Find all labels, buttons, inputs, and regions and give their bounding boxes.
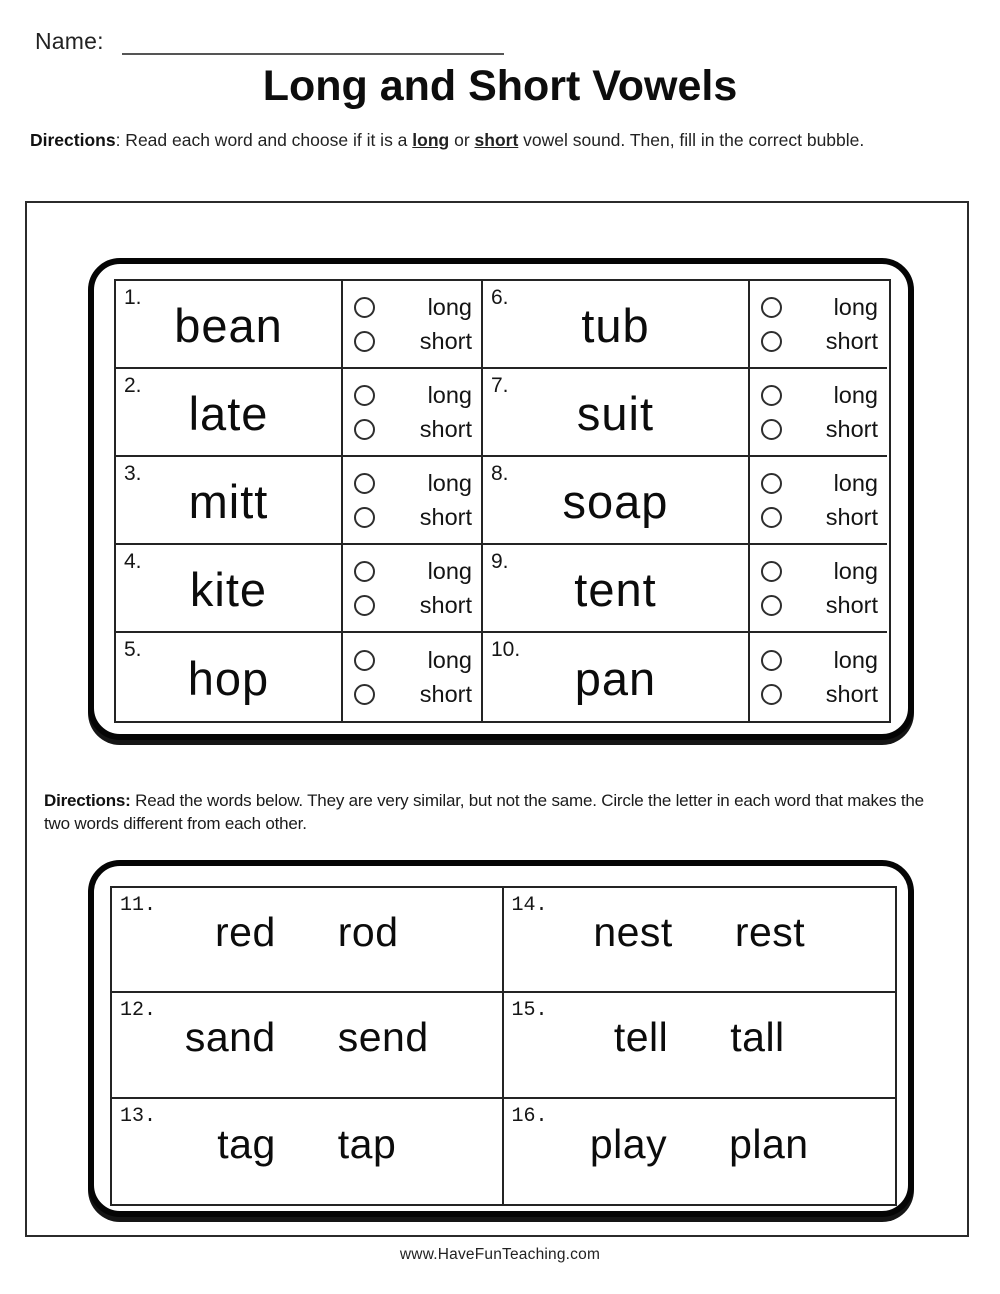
item-number-11: 11. (120, 894, 157, 917)
pair-word: play (589, 1120, 668, 1167)
name-row (35, 28, 504, 55)
pair-words-16 (590, 1121, 809, 1182)
short-option-8[interactable] (761, 504, 878, 531)
long-option-10[interactable] (761, 647, 878, 674)
short-label: short (419, 415, 472, 442)
item-number-9: 9. (491, 550, 509, 573)
pair-words-13 (217, 1121, 396, 1182)
word-cell-3 (116, 457, 343, 545)
long-label: long (833, 469, 878, 496)
vowel-word-8: soap (562, 474, 669, 528)
short-label: short (419, 591, 472, 618)
pair-cell-12 (112, 993, 504, 1098)
pair-cell-14 (504, 888, 896, 993)
vowel-table (114, 279, 891, 723)
bubble-icon[interactable] (354, 507, 375, 528)
name-blank-line (122, 31, 504, 55)
long-label: long (427, 469, 472, 496)
short-label: short (419, 327, 472, 354)
bubble-icon[interactable] (761, 331, 782, 352)
bubble-icon[interactable] (761, 419, 782, 440)
directions-1 (30, 130, 975, 151)
bubble-icon[interactable] (761, 684, 782, 705)
pair-word: rod (337, 909, 399, 956)
bubble-icon[interactable] (761, 473, 782, 494)
long-option-8[interactable] (761, 470, 878, 497)
bubble-icon[interactable] (354, 419, 375, 440)
page-title: Long and Short Vowels (262, 62, 738, 110)
item-number-6: 6. (491, 286, 509, 309)
directions-1-label: Directions (30, 130, 116, 150)
pair-word: red (214, 909, 276, 956)
pair-word: tell (613, 1014, 669, 1061)
word-cell-1 (116, 281, 343, 369)
word-cell-10 (483, 633, 750, 721)
bubble-icon[interactable] (354, 297, 375, 318)
vowel-word-2: late (188, 386, 269, 440)
word-cell-6 (483, 281, 750, 369)
item-number-14: 14. (511, 894, 548, 917)
long-option-2[interactable] (354, 382, 472, 409)
short-option-10[interactable] (761, 681, 878, 708)
pair-words-12 (185, 1014, 429, 1075)
bubble-icon[interactable] (354, 595, 375, 616)
pair-word: sand (184, 1014, 276, 1061)
answer-cell-10 (750, 633, 887, 721)
vowel-word-7: suit (576, 386, 655, 440)
bubble-icon[interactable] (354, 385, 375, 406)
item-number-10: 10. (491, 638, 521, 661)
answer-cell-6 (750, 281, 887, 369)
short-option-3[interactable] (354, 504, 472, 531)
short-label: short (825, 680, 878, 707)
answer-cell-7 (750, 369, 887, 457)
directions-1-part3: vowel sound. Then, fill in the correct bubble. (518, 130, 865, 150)
pairs-table-frame (88, 860, 914, 1217)
word-cell-5 (116, 633, 343, 721)
long-option-6[interactable] (761, 294, 878, 321)
long-label: long (427, 381, 472, 408)
short-label: short (419, 503, 472, 530)
short-option-2[interactable] (354, 416, 472, 443)
directions-1-long: long (412, 130, 450, 150)
pair-words-11 (215, 909, 399, 970)
pair-word: nest (593, 909, 673, 956)
vowel-word-6: tub (581, 298, 650, 352)
answer-cell-1 (343, 281, 483, 369)
pair-words-15 (614, 1014, 785, 1075)
vowel-word-3: mitt (188, 474, 269, 528)
long-option-1[interactable] (354, 294, 472, 321)
pair-words-14 (593, 909, 805, 970)
item-number-7: 7. (491, 374, 509, 397)
bubble-icon[interactable] (354, 561, 375, 582)
answer-cell-3 (343, 457, 483, 545)
item-number-15: 15. (511, 999, 548, 1023)
name-label: Name: (35, 28, 104, 54)
short-option-4[interactable] (354, 592, 472, 619)
bubble-icon[interactable] (761, 595, 782, 616)
long-option-9[interactable] (761, 558, 878, 585)
pair-word: tap (337, 1120, 397, 1167)
short-label: short (825, 327, 878, 354)
directions-1-short: short (474, 130, 519, 150)
word-cell-4 (116, 545, 343, 633)
pair-cell-15 (504, 993, 896, 1098)
directions-2-label: Directions: (44, 791, 131, 810)
short-label: short (419, 680, 472, 707)
bubble-icon[interactable] (354, 650, 375, 671)
bubble-icon[interactable] (761, 297, 782, 318)
short-option-7[interactable] (761, 416, 878, 443)
vowel-word-4: kite (189, 562, 268, 616)
pair-word: tall (730, 1014, 785, 1061)
bubble-icon[interactable] (354, 331, 375, 352)
short-option-1[interactable] (354, 328, 472, 355)
long-label: long (833, 293, 878, 320)
item-number-2: 2. (124, 374, 142, 397)
short-label: short (825, 415, 878, 442)
long-option-3[interactable] (354, 470, 472, 497)
short-option-9[interactable] (761, 592, 878, 619)
vowel-word-9: tent (574, 562, 657, 616)
pair-word: tag (217, 1120, 276, 1167)
pair-word: send (337, 1014, 429, 1061)
answer-cell-2 (343, 369, 483, 457)
pairs-table (110, 886, 897, 1206)
word-cell-9 (483, 545, 750, 633)
bubble-icon[interactable] (761, 650, 782, 671)
pair-cell-16 (504, 1099, 896, 1204)
long-label: long (427, 557, 472, 584)
bubble-icon[interactable] (761, 385, 782, 406)
answer-cell-4 (343, 545, 483, 633)
directions-1-part1: : Read each word and choose if it is a (115, 130, 413, 150)
vowel-word-5: hop (187, 651, 270, 705)
directions-2-text: Read the words below. They are very similar, but not the same. Circle the letter in each word that makes the two words different from each other. (44, 791, 924, 833)
short-label: short (825, 591, 878, 618)
pair-cell-13 (112, 1099, 504, 1204)
short-option-5[interactable] (354, 681, 472, 708)
word-cell-2 (116, 369, 343, 457)
word-cell-8 (483, 457, 750, 545)
bubble-icon[interactable] (354, 684, 375, 705)
long-label: long (833, 646, 878, 673)
directions-2 (44, 789, 946, 835)
answer-cell-8 (750, 457, 887, 545)
answer-cell-9 (750, 545, 887, 633)
long-label: long (427, 646, 472, 673)
item-number-4: 4. (124, 550, 142, 573)
pair-word: plan (729, 1120, 809, 1167)
long-label: long (833, 381, 878, 408)
short-option-6[interactable] (761, 328, 878, 355)
long-option-7[interactable] (761, 382, 878, 409)
bubble-icon[interactable] (761, 561, 782, 582)
item-number-12: 12. (120, 999, 157, 1023)
item-number-8: 8. (491, 462, 509, 485)
directions-1-part2: or (449, 130, 475, 150)
footer-url: www.HaveFunTeaching.com (399, 1246, 601, 1263)
long-option-5[interactable] (354, 647, 472, 674)
vowel-word-1: bean (174, 298, 283, 352)
word-cell-7 (483, 369, 750, 457)
answer-cell-5 (343, 633, 483, 721)
vowel-word-10: pan (574, 651, 657, 705)
item-number-5: 5. (124, 638, 142, 661)
long-option-4[interactable] (354, 558, 472, 585)
short-label: short (825, 503, 878, 530)
item-number-1: 1. (124, 286, 142, 309)
item-number-3: 3. (124, 462, 142, 485)
item-number-13: 13. (120, 1104, 157, 1128)
item-number-16: 16. (511, 1104, 548, 1128)
vowel-table-frame (88, 258, 914, 740)
bubble-icon[interactable] (354, 473, 375, 494)
worksheet-section-box (25, 201, 969, 1237)
pair-word: rest (734, 909, 806, 956)
bubble-icon[interactable] (761, 507, 782, 528)
long-label: long (833, 557, 878, 584)
long-label: long (427, 293, 472, 320)
pair-cell-11 (112, 888, 504, 993)
